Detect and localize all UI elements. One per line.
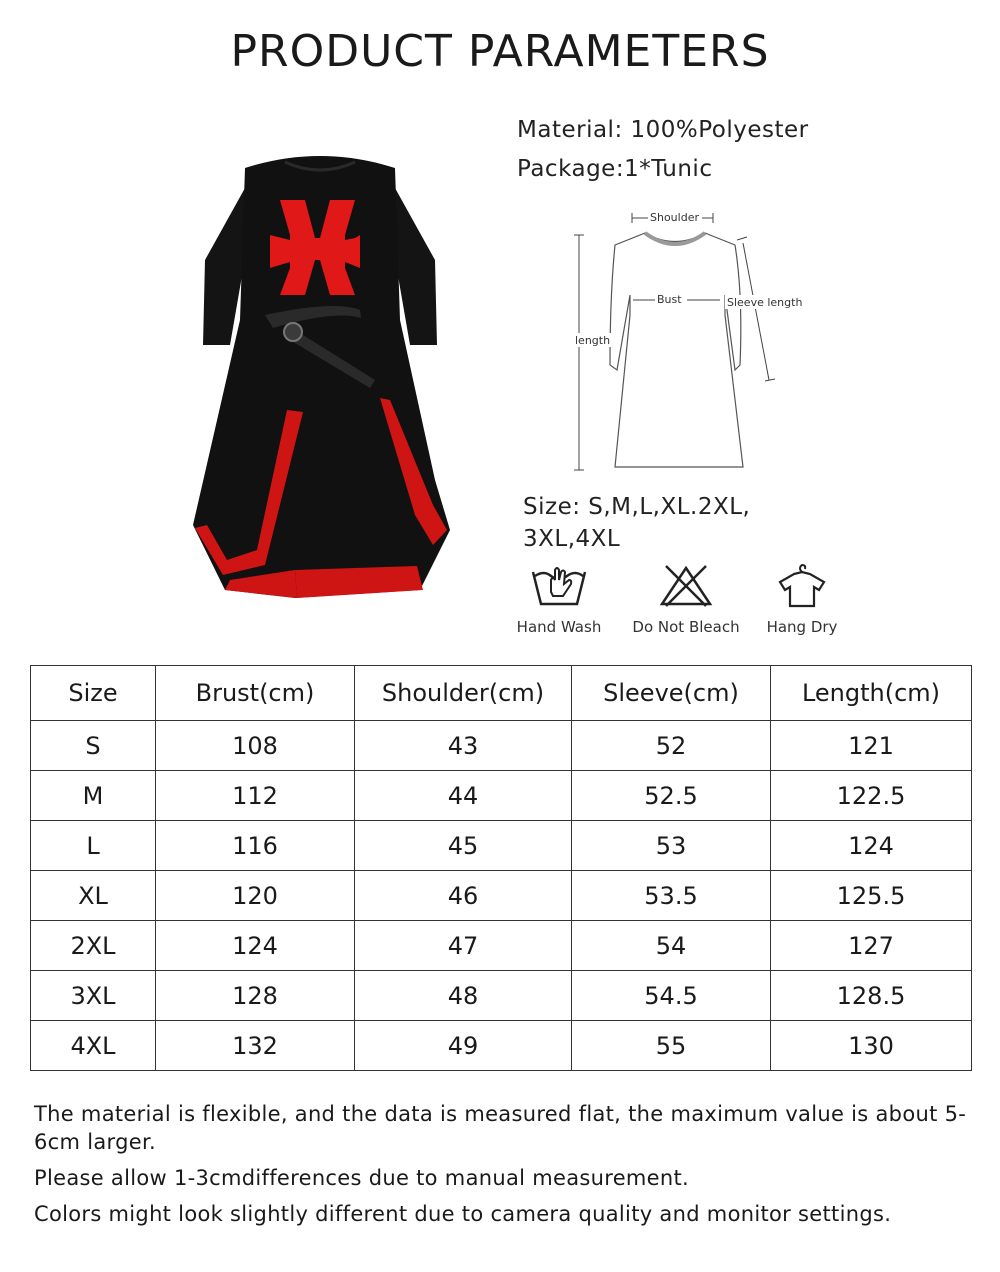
table-row	[31, 1021, 972, 1071]
cell-length: 130	[771, 1021, 972, 1071]
hang-dry-icon	[774, 562, 830, 608]
package-spec: Package:1*Tunic	[517, 156, 713, 182]
cell-sleeve: 54.5	[572, 971, 771, 1021]
cell-length: 122.5	[771, 771, 972, 821]
cell-sleeve: 53	[572, 821, 771, 871]
cell-size: 3XL	[31, 971, 156, 1021]
page-title: PRODUCT PARAMETERS	[230, 26, 770, 77]
care-label: Hand Wash	[516, 618, 602, 636]
cell-bust: 132	[156, 1021, 355, 1071]
note-flexible-material: The material is flexible, and the data is measured flat, the maximum value is about 5-6cm larger.	[34, 1102, 967, 1154]
cell-bust: 108	[156, 721, 355, 771]
cell-length: 124	[771, 821, 972, 871]
cell-shoulder: 47	[355, 921, 572, 971]
cell-shoulder: 45	[355, 821, 572, 871]
cell-bust: 112	[156, 771, 355, 821]
cell-bust: 124	[156, 921, 355, 971]
do-not-bleach-icon	[658, 562, 714, 608]
cell-size: S	[31, 721, 156, 771]
cell-bust: 120	[156, 871, 355, 921]
cell-size: M	[31, 771, 156, 821]
cell-sleeve: 52	[572, 721, 771, 771]
cell-size: 2XL	[31, 921, 156, 971]
sleeve-length-label: Sleeve length	[727, 296, 803, 309]
cell-length: 128.5	[771, 971, 972, 1021]
cell-bust: 116	[156, 821, 355, 871]
cell-sleeve: 54	[572, 921, 771, 971]
table-row	[31, 871, 972, 921]
cell-size: 4XL	[31, 1021, 156, 1071]
cell-size: XL	[31, 871, 156, 921]
header-shoulder: Shoulder(cm)	[355, 666, 572, 721]
cell-bust: 128	[156, 971, 355, 1021]
care-hang-dry	[737, 562, 867, 636]
sizes-line-2: 3XL,4XL	[523, 526, 621, 552]
bust-label: Bust	[657, 293, 682, 306]
table-row	[31, 821, 972, 871]
header-sleeve: Sleeve(cm)	[572, 666, 771, 721]
table-row	[31, 971, 972, 1021]
cell-length: 121	[771, 721, 972, 771]
cell-size: L	[31, 821, 156, 871]
header-length: Length(cm)	[771, 666, 972, 721]
cell-sleeve: 53.5	[572, 871, 771, 921]
sizes-line-1: Size: S,M,L,XL.2XL,	[523, 494, 751, 520]
cell-length: 125.5	[771, 871, 972, 921]
cell-sleeve: 52.5	[572, 771, 771, 821]
material-spec: Material: 100%Polyester	[517, 117, 809, 143]
cell-shoulder: 44	[355, 771, 572, 821]
available-sizes	[523, 491, 750, 555]
table-row	[31, 721, 972, 771]
hand-wash-icon	[529, 562, 589, 608]
cell-shoulder: 43	[355, 721, 572, 771]
notes	[34, 1100, 974, 1228]
length-label: length	[575, 334, 611, 347]
table-row	[31, 771, 972, 821]
care-hand-wash	[494, 562, 624, 636]
shoulder-label: Shoulder	[650, 211, 699, 224]
header-bust: Brust(cm)	[156, 666, 355, 721]
cell-shoulder: 46	[355, 871, 572, 921]
cell-shoulder: 48	[355, 971, 572, 1021]
header-size: Size	[31, 666, 156, 721]
tunic-product-image	[185, 150, 455, 605]
care-label: Hang Dry	[766, 618, 838, 636]
care-do-not-bleach	[621, 562, 751, 636]
size-chart-table	[30, 665, 972, 1071]
table-header-row	[31, 666, 972, 721]
note-color-difference: Colors might look slightly different due to camera quality and monitor settings.	[34, 1202, 892, 1226]
cell-sleeve: 55	[572, 1021, 771, 1071]
measurement-diagram	[565, 205, 815, 480]
table-row	[31, 921, 972, 971]
note-manual-measurement: Please allow 1-3cmdifferences due to manual measurement.	[34, 1166, 690, 1190]
care-label: Do Not Bleach	[632, 618, 740, 636]
cell-shoulder: 49	[355, 1021, 572, 1071]
cell-length: 127	[771, 921, 972, 971]
